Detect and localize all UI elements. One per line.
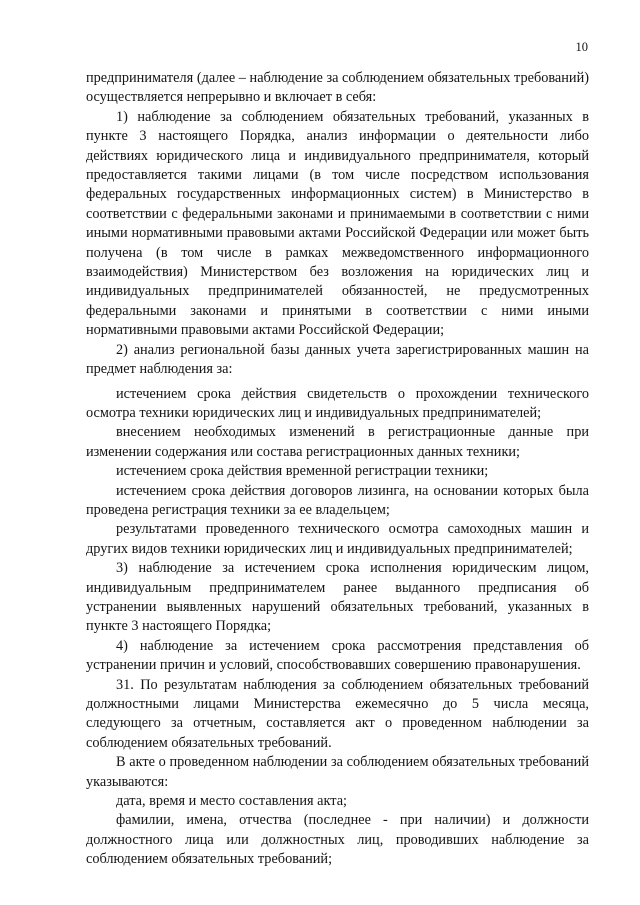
paragraph: 2) анализ региональной базы данных учета зарегистрированных машин на предмет наблюдения за:	[86, 341, 589, 378]
paragraph: фамилии, имена, отчества (последнее - при наличии) и должности должностного лица или должностных лиц, проводивших наблюдение за соблюдением обязательных требований;	[86, 812, 589, 868]
paragraph: 4) наблюдение за истечением срока рассмотрения представления об устранении причин и условий, способствовавших совершению правонарушения.	[86, 637, 589, 674]
paragraph: 3) наблюдение за истечением срока исполнения юридическим лицом, индивидуальным предпринимателем ранее выданного предписания об устранении выявленных нарушений обязательных требований, указанных в пункте 3 настоящего Порядка;	[86, 560, 589, 635]
document-body	[86, 69, 589, 870]
paragraph: истечением срока действия временной регистрации техники;	[116, 463, 489, 480]
paragraph: внесением необходимых изменений в регистрационные данные при изменении содержания или состава регистрационных данных техники;	[86, 424, 589, 460]
paragraph: предпринимателя (далее – наблюдение за соблюдением обязательных требований) осуществляется непрерывно и включает в себя:	[86, 70, 589, 106]
paragraph: результатами проведенного технического осмотра самоходных машин и других видов техники юридических лиц и индивидуальных предпринимателей;	[86, 521, 589, 557]
paragraph: 1) наблюдение за соблюдением обязательных требований, указанных в пункте 3 настоящего Порядка, анализ информации о деятельности либо действиях юридического лица и индивидуального предпринимателя, который предоставляется такими лицами (в том числе посредством использования федеральных государственных информационных систем) в Министерство в соответствии с федеральными законами и принимаемыми в соответствии с ними иными нормативными правовыми актами Российской Федерации или может быть получена (в том числе в рамках межведомственного информационного взаимодействия) Министерством без возложения на юридических лиц и индивидуальных предпринимателей обязанностей, не предусмотренных федеральными законами и принятыми в соответствии с ними иными нормативными правовыми актами Российской Федерации;	[86, 108, 589, 339]
paragraph: истечением срока действия договоров лизинга, на основании которых была проведена регистрация техники за ее владельцем;	[86, 482, 589, 518]
page-number: 10	[575, 40, 588, 54]
paragraph: 31. По результатам наблюдения за соблюдением обязательных требований должностными лицами Министерства ежемесячно до 5 числа месяца, следующего за отчетным, составляется акт о проведенном наблюдении за соблюдением обязательных требований.	[86, 676, 589, 751]
paragraph: истечением срока действия свидетельств о прохождении технического осмотра техники юридических лиц и индивидуальных предпринимателей;	[86, 385, 589, 421]
paragraph: дата, время и место составления акта;	[116, 793, 348, 810]
paragraph: В акте о проведенном наблюдении за соблюдением обязательных требований указываются:	[86, 754, 589, 790]
